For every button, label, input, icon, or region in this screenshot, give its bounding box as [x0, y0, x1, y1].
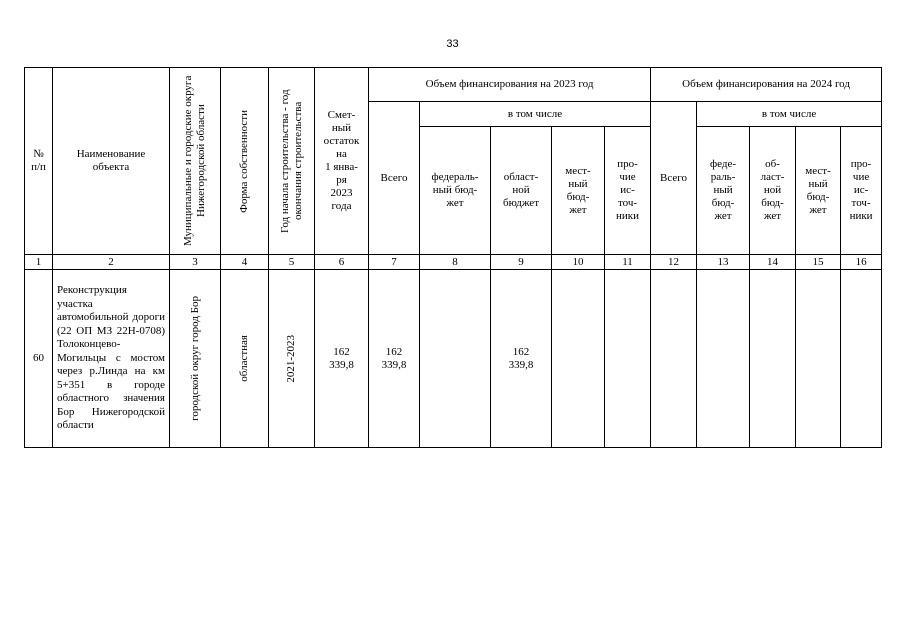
column-number: 9 [491, 255, 552, 270]
header-fin-2024: Объем финансирования на 2024 год [651, 68, 882, 102]
row-total-2024 [651, 270, 697, 448]
header-local-2024: мест- ный бюд- жет [796, 127, 841, 255]
financing-table [24, 67, 882, 448]
header-total-2023: Всего [369, 102, 420, 255]
header-other-2023: про- чие ис- точ- ники [605, 127, 651, 255]
row-regional-2024 [750, 270, 796, 448]
header-other-2024: про- чие ис- точ- ники [841, 127, 882, 255]
row-name: Реконструкция участка автомобильной дороги (22 ОП МЗ 22Н-0708) Толоконцево-Могильцы с мостом через р.Линда на км 5+351 в городе областного значения Бор Нижегородской области [53, 270, 170, 448]
row-local-2023 [552, 270, 605, 448]
column-number: 8 [420, 255, 491, 270]
row-estimate: 162 339,8 [315, 270, 369, 448]
row-total-2023: 162 339,8 [369, 270, 420, 448]
column-number: 3 [170, 255, 221, 270]
header-fin-2023: Объем финансирования на 2023 год [369, 68, 651, 102]
header-regional-2023: област- ной бюджет [491, 127, 552, 255]
header-federal-2023: федераль- ный бюд- жет [420, 127, 491, 255]
header-including-2024: в том числе [697, 102, 882, 127]
column-number: 13 [697, 255, 750, 270]
row-federal-2023 [420, 270, 491, 448]
column-number: 12 [651, 255, 697, 270]
header-local-2023: мест- ный бюд- жет [552, 127, 605, 255]
row-ownership: областная [221, 270, 269, 448]
row-municipality: городской округ город Бор [170, 270, 221, 448]
column-number: 5 [269, 255, 315, 270]
column-number: 4 [221, 255, 269, 270]
column-number: 10 [552, 255, 605, 270]
column-number: 2 [53, 255, 170, 270]
row-local-2024 [796, 270, 841, 448]
column-number: 1 [25, 255, 53, 270]
column-number: 15 [796, 255, 841, 270]
column-number: 6 [315, 255, 369, 270]
header-name: Наименование объекта [53, 68, 170, 255]
header-regional-2024: об- ласт- ной бюд- жет [750, 127, 796, 255]
row-num: 60 [25, 270, 53, 448]
row-years: 2021-2023 [269, 270, 315, 448]
header-federal-2024: феде- раль- ный бюд- жет [697, 127, 750, 255]
column-numbers-row [25, 255, 882, 270]
header-including-2023: в том числе [420, 102, 651, 127]
row-other-2024 [841, 270, 882, 448]
column-number: 11 [605, 255, 651, 270]
table-row [25, 270, 882, 448]
row-federal-2024 [697, 270, 750, 448]
page-number: 33 [446, 38, 459, 50]
row-other-2023 [605, 270, 651, 448]
header-years: Год начала строительства - год окончания строительства [269, 68, 315, 255]
column-number: 14 [750, 255, 796, 270]
header-estimate: Смет- ный остаток на 1 янва- ря 2023 года [315, 68, 369, 255]
column-number: 16 [841, 255, 882, 270]
header-municipality: Муниципальные и городские округа Нижегородской области [170, 68, 221, 255]
header-ownership: Форма собственности [221, 68, 269, 255]
row-regional-2023: 162 339,8 [491, 270, 552, 448]
header-num: № п/п [25, 68, 53, 255]
column-number: 7 [369, 255, 420, 270]
header-total-2024: Всего [651, 102, 697, 255]
